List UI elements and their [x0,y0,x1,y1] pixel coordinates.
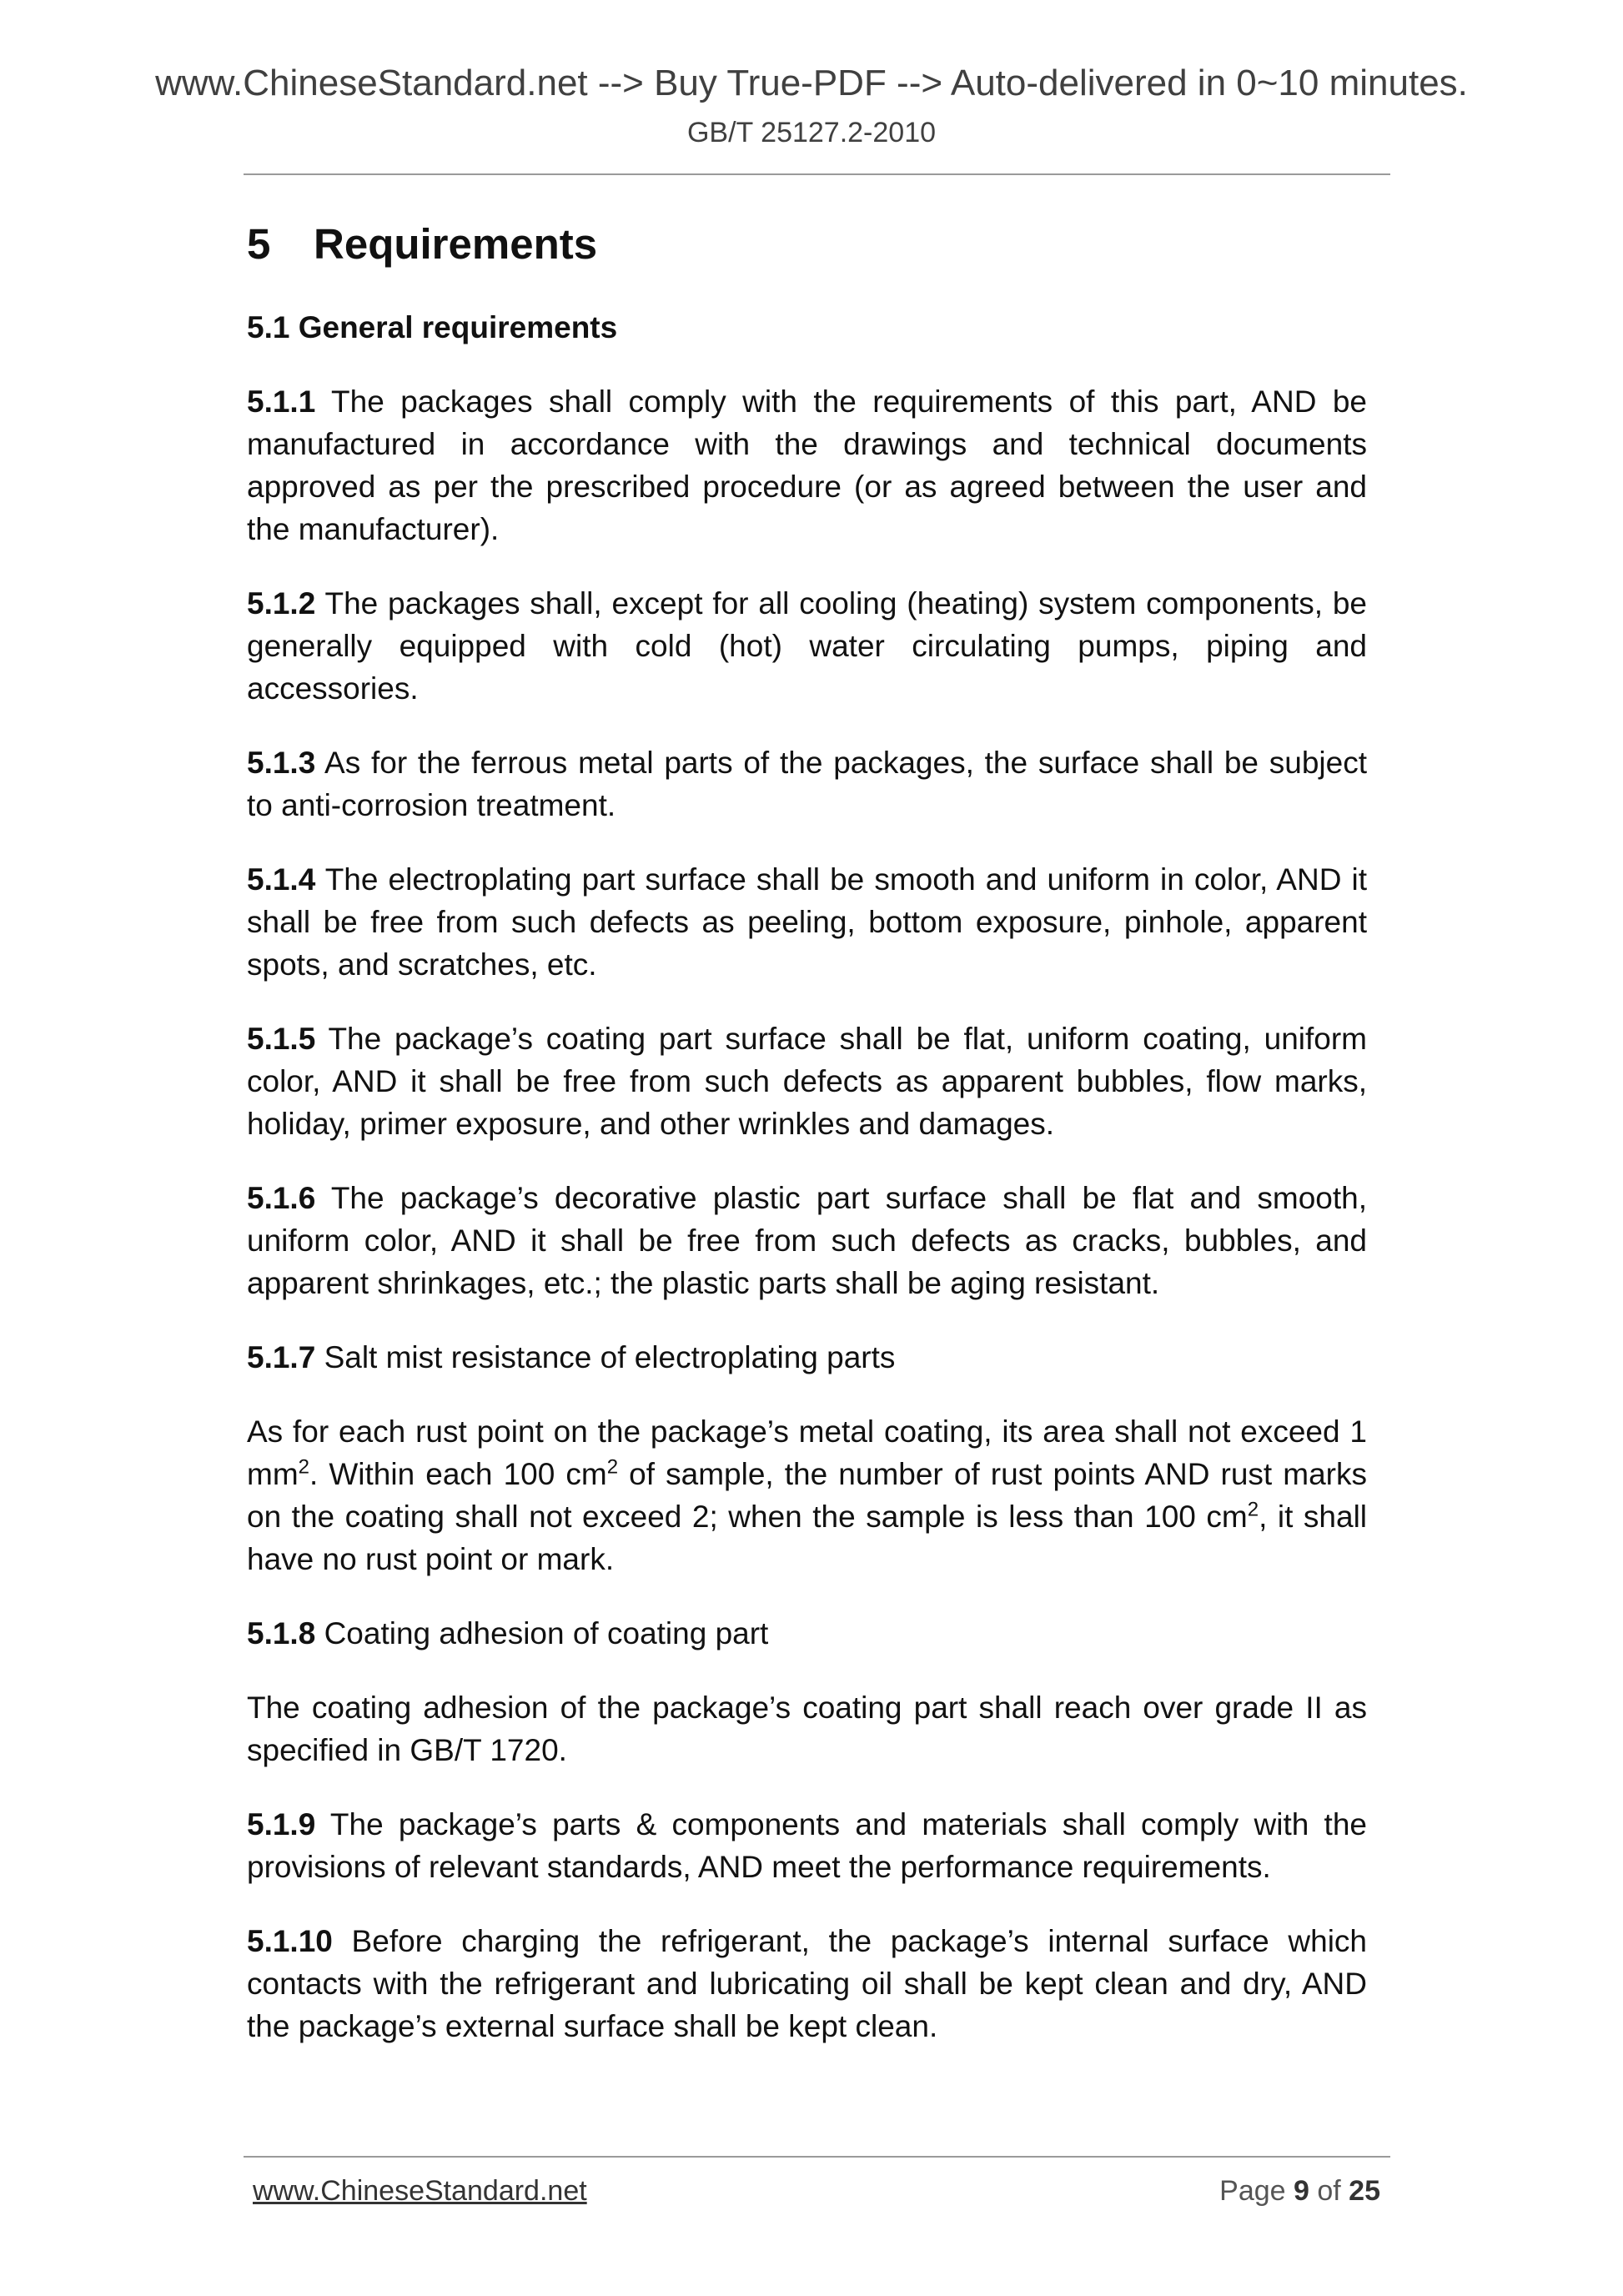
page-number [1219,2177,1380,2205]
page-body [247,215,1367,2047]
clause-5-1-9 [247,1803,1367,1888]
footer-website-link[interactable]: www.ChineseStandard.net [253,2175,587,2207]
clause-5-1-3 [247,741,1367,826]
clause-text: The package’s parts & components and materials shall comply with the provisions of relevant standards, AND meet the performance requirements. [247,1807,1367,1884]
salt-mist-text: , it shall have no rust point or mark. [247,1500,1368,1576]
clause-number: 5.1.10 [247,1924,333,1958]
clause-text: The packages shall, except for all cooling (heating) system components, be generally equipped with cold (hot) water circulating pumps, piping and accessories. [247,586,1367,706]
clause-5-1-8 [247,1612,1367,1655]
page-word: Page [1219,2175,1294,2207]
superscript: 2 [606,1455,619,1479]
salt-mist-text: As for each rust point on the package’s metal coating, its area shall not exceed 1 mm [247,1414,1367,1491]
clause-5-1-7 [247,1336,1367,1379]
clause-number: 5.1.3 [247,746,316,780]
clause-number: 5.1.9 [247,1807,316,1841]
clause-text: The packages shall comply with the requirements of this part, AND be manufactured in accordance with the drawings and technical documents approved as per the prescribed procedure (or as agreed between the user and the manufacturer). [247,384,1367,546]
clause-5-1-10 [247,1920,1367,2047]
footer-divider [244,2156,1390,2158]
clause-text: Salt mist resistance of electroplating parts [315,1340,896,1374]
section-heading [247,215,1367,274]
clause-text: As for the ferrous metal parts of the packages, the surface shall be subject to anti-corrosion treatment. [247,746,1367,822]
superscript: 2 [1247,1498,1259,1521]
clause-5-1-1 [247,380,1367,550]
clause-number: 5.1.7 [247,1340,316,1374]
header-banner: www.ChineseStandard.net --> Buy True-PDF --> Auto-delivered in 0~10 minutes. [155,63,1468,103]
clause-5-1-4 [247,858,1367,986]
clause-5-1-6 [247,1177,1367,1304]
clause-number: 5.1.1 [247,384,316,419]
current-page: 9 [1294,2175,1309,2207]
section-title: Requirements [314,220,598,268]
salt-mist-text: . Within each 100 cm [309,1457,607,1491]
clause-number: 5.1.4 [247,862,316,897]
section-number: 5 [247,220,271,268]
of-word: of [1309,2175,1349,2207]
clause-number: 5.1.2 [247,586,316,620]
clause-number: 5.1.8 [247,1616,316,1650]
clause-text: Before charging the refrigerant, the package’s internal surface which contacts with the refrigerant and lubricating oil shall be kept clean and dry, AND the package’s external surface shall be kept clean. [247,1924,1367,2043]
clause-5-1-5 [247,1017,1367,1145]
salt-mist-paragraph [247,1410,1367,1580]
clause-text: Coating adhesion of coating part [315,1616,769,1650]
clause-5-1-2 [247,582,1367,710]
total-pages: 25 [1349,2175,1380,2207]
clause-text: The package’s coating part surface shall be flat, uniform coating, uniform color, AND it shall be free from such defects as apparent bubbles, flow marks, holiday, primer exposure, and other wrinkles and damages. [247,1022,1367,1141]
header-divider [244,173,1390,175]
clause-text: The electroplating part surface shall be smooth and uniform in color, AND it shall be free from such defects as peeling, bottom exposure, pinhole, apparent spots, and scratches, etc. [247,862,1367,982]
subsection-heading: 5.1 General requirements [247,310,618,344]
standard-code: GB/T 25127.2-2010 [686,117,937,148]
salt-mist-text: of sample, the number of rust points AND rust marks on the coating shall not exceed 2; when the sample is less than 100 cm [247,1457,1368,1534]
clause-number: 5.1.5 [247,1022,316,1056]
clause-number: 5.1.6 [247,1181,316,1215]
adhesion-paragraph: The coating adhesion of the package’s coating part shall reach over grade II as specified in GB/T 1720. [247,1691,1367,1767]
superscript: 2 [298,1455,310,1479]
clause-text: The package’s decorative plastic part surface shall be flat and smooth, uniform color, AND it shall be free from such defects as cracks, bubbles, and apparent shrinkages, etc.; the plastic parts shall be aging resistant. [247,1181,1367,1300]
